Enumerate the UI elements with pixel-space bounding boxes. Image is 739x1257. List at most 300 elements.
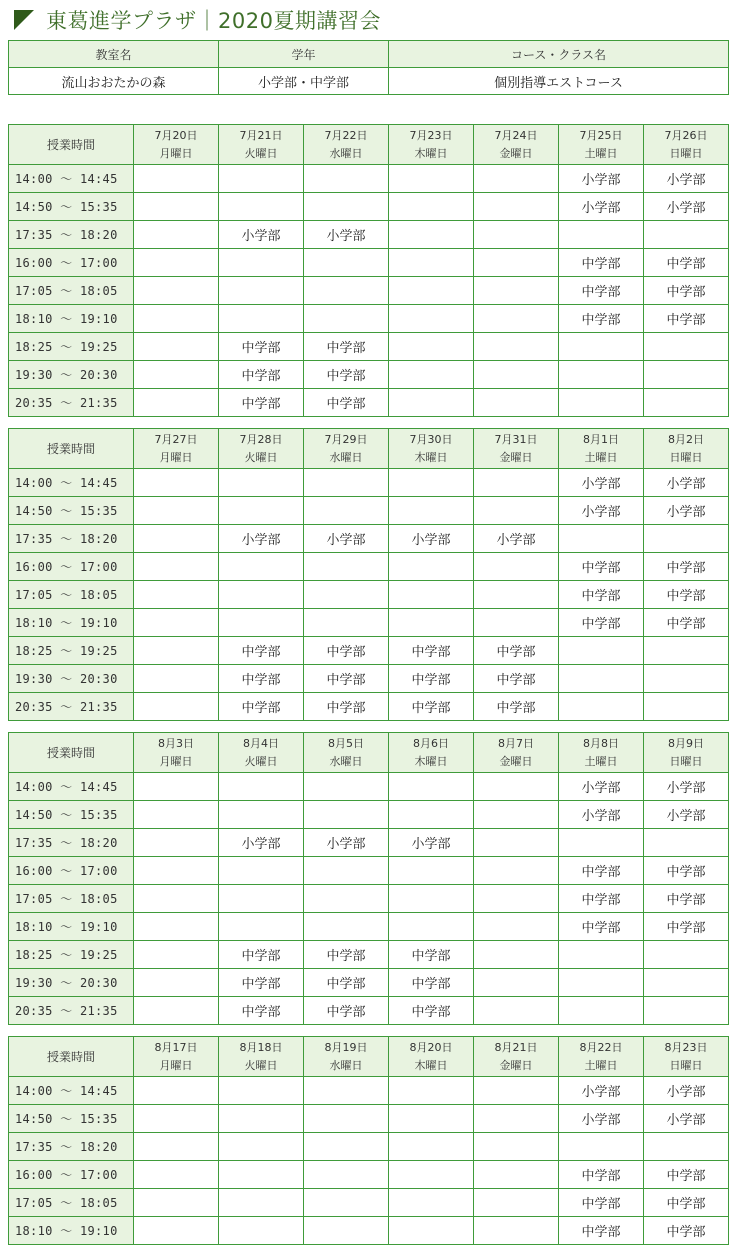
day-date: 7月31日	[494, 432, 538, 446]
schedule-cell: 中学部	[219, 637, 304, 665]
schedule-cell	[644, 665, 729, 693]
schedule-cell	[219, 249, 304, 277]
schedule-cell	[389, 305, 474, 333]
schedule-cell: 中学部	[389, 997, 474, 1025]
day-weekday: 月曜日	[159, 450, 193, 464]
schedule-cell: 中学部	[304, 361, 389, 389]
schedule-cell	[219, 1077, 304, 1105]
day-date: 8月9日	[668, 736, 704, 750]
class-info-table	[8, 40, 729, 95]
class-info-value-row	[9, 68, 729, 95]
schedule-cell: 中学部	[644, 1217, 729, 1245]
schedule-cell	[559, 997, 644, 1025]
schedule-cell	[559, 941, 644, 969]
time-slot: 14:50 ～ 15:35	[9, 497, 134, 525]
schedule-cell	[389, 193, 474, 221]
schedule-row	[9, 637, 729, 665]
schedule-cell	[134, 525, 219, 553]
schedule-cell: 小学部	[559, 773, 644, 801]
schedule-cell	[134, 249, 219, 277]
time-column-header: 授業時間	[9, 125, 134, 165]
schedule-header-row	[9, 1037, 729, 1077]
schedule-row	[9, 913, 729, 941]
schedule-cell	[134, 553, 219, 581]
time-slot: 14:50 ～ 15:35	[9, 193, 134, 221]
schedule-cell	[389, 389, 474, 417]
schedule-cell: 小学部	[559, 1077, 644, 1105]
schedule-cell	[134, 665, 219, 693]
day-date: 8月4日	[243, 736, 279, 750]
day-header	[304, 125, 389, 165]
day-weekday: 土曜日	[584, 146, 618, 160]
day-weekday: 日曜日	[669, 146, 703, 160]
day-weekday: 水曜日	[329, 450, 363, 464]
schedule-cell	[644, 997, 729, 1025]
schedule-cell	[219, 773, 304, 801]
day-weekday: 水曜日	[329, 754, 363, 768]
schedule-row	[9, 1077, 729, 1105]
schedule-row	[9, 305, 729, 333]
day-header	[389, 125, 474, 165]
schedule-cell	[644, 389, 729, 417]
schedule-cell: 小学部	[304, 221, 389, 249]
schedule-cell	[389, 609, 474, 637]
day-header	[559, 125, 644, 165]
day-header	[219, 1037, 304, 1077]
schedule-cell	[304, 913, 389, 941]
time-slot: 16:00 ～ 17:00	[9, 249, 134, 277]
day-date: 8月8日	[583, 736, 619, 750]
schedule-cell: 小学部	[219, 829, 304, 857]
time-slot: 17:35 ～ 18:20	[9, 221, 134, 249]
schedule-cell: 中学部	[559, 609, 644, 637]
schedule-cell	[219, 581, 304, 609]
schedule-cell	[474, 941, 559, 969]
day-date: 7月29日	[324, 432, 368, 446]
time-slot: 14:00 ～ 14:45	[9, 773, 134, 801]
schedule-cell	[389, 469, 474, 497]
schedule-cell	[304, 581, 389, 609]
day-weekday: 日曜日	[669, 450, 703, 464]
schedule-cell: 中学部	[559, 277, 644, 305]
schedule-cell: 中学部	[219, 969, 304, 997]
day-weekday: 木曜日	[414, 1058, 448, 1072]
schedule-cell	[134, 913, 219, 941]
schedule-cell	[389, 773, 474, 801]
day-weekday: 月曜日	[159, 146, 193, 160]
schedule-cell	[474, 969, 559, 997]
schedule-cell	[134, 581, 219, 609]
day-header	[474, 125, 559, 165]
time-slot: 17:35 ～ 18:20	[9, 525, 134, 553]
schedule-cell: 中学部	[644, 1189, 729, 1217]
schedule-cell	[474, 885, 559, 913]
schedule-cell: 小学部	[644, 469, 729, 497]
day-header	[559, 733, 644, 773]
schedule-cell	[219, 1217, 304, 1245]
day-weekday: 火曜日	[244, 1058, 278, 1072]
day-weekday: 金曜日	[499, 146, 533, 160]
schedule-cell	[134, 305, 219, 333]
grade-header: 学年	[219, 41, 389, 68]
schedule-row	[9, 1105, 729, 1133]
schedule-row	[9, 389, 729, 417]
time-slot: 17:05 ～ 18:05	[9, 277, 134, 305]
schedule-cell: 小学部	[644, 1105, 729, 1133]
schedule-cell	[304, 1161, 389, 1189]
schedule-row	[9, 997, 729, 1025]
day-date: 8月18日	[239, 1040, 283, 1054]
schedule-cell	[474, 1105, 559, 1133]
schedule-cell	[134, 333, 219, 361]
schedule-cell	[474, 165, 559, 193]
time-column-header: 授業時間	[9, 733, 134, 773]
schedule-cell	[474, 1217, 559, 1245]
course-value: 個別指導エストコース	[389, 68, 729, 95]
schedule-cell	[219, 497, 304, 525]
schedule-cell: 小学部	[389, 525, 474, 553]
schedule-header-row	[9, 733, 729, 773]
schedule-cell: 中学部	[644, 277, 729, 305]
schedule-cell	[219, 1161, 304, 1189]
schedule-row	[9, 1133, 729, 1161]
schedule-cell	[219, 609, 304, 637]
day-weekday: 木曜日	[414, 146, 448, 160]
schedule-cell	[219, 553, 304, 581]
time-slot: 17:35 ～ 18:20	[9, 829, 134, 857]
schedule-header-row	[9, 125, 729, 165]
day-header	[474, 429, 559, 469]
time-slot: 16:00 ～ 17:00	[9, 1161, 134, 1189]
schedule-cell	[134, 221, 219, 249]
schedule-cell	[219, 165, 304, 193]
schedule-cell	[644, 333, 729, 361]
day-header	[219, 125, 304, 165]
day-header	[304, 733, 389, 773]
schedule-cell: 中学部	[219, 693, 304, 721]
schedule-cell: 中学部	[644, 857, 729, 885]
schedule-cell	[474, 1189, 559, 1217]
schedule-cell: 小学部	[559, 497, 644, 525]
schedule-cell	[644, 969, 729, 997]
day-header	[219, 429, 304, 469]
schedule-cell: 中学部	[644, 581, 729, 609]
time-slot: 18:25 ～ 19:25	[9, 637, 134, 665]
day-header	[304, 429, 389, 469]
day-weekday: 土曜日	[584, 450, 618, 464]
schedule-cell: 中学部	[559, 1161, 644, 1189]
time-slot: 18:25 ～ 19:25	[9, 333, 134, 361]
schedule-cell	[134, 497, 219, 525]
time-slot: 18:25 ～ 19:25	[9, 941, 134, 969]
schedule-row	[9, 193, 729, 221]
schedule-row	[9, 277, 729, 305]
schedule-cell	[389, 885, 474, 913]
schedule-cell	[644, 941, 729, 969]
schedule-cell: 中学部	[219, 389, 304, 417]
schedule-cell	[559, 389, 644, 417]
schedule-row	[9, 941, 729, 969]
schedule-cell	[559, 525, 644, 553]
schedule-cell	[134, 773, 219, 801]
schedule-cell	[134, 1133, 219, 1161]
day-date: 7月21日	[239, 128, 283, 142]
schedule-cell: 中学部	[304, 969, 389, 997]
time-slot: 18:10 ～ 19:10	[9, 305, 134, 333]
time-slot: 14:50 ～ 15:35	[9, 801, 134, 829]
day-date: 8月22日	[579, 1040, 623, 1054]
schedule-cell: 中学部	[559, 1189, 644, 1217]
schedule-cell: 中学部	[644, 553, 729, 581]
schedule-cell	[304, 277, 389, 305]
schedule-cell	[389, 1133, 474, 1161]
schedule-cell: 小学部	[304, 525, 389, 553]
schedule-row	[9, 885, 729, 913]
schedule-row	[9, 693, 729, 721]
schedule-cell	[644, 637, 729, 665]
day-header	[134, 733, 219, 773]
schedule-row	[9, 1161, 729, 1189]
schedule-cell	[219, 1189, 304, 1217]
schedule-row	[9, 469, 729, 497]
schedule-cell: 小学部	[644, 193, 729, 221]
schedule-cell	[474, 1077, 559, 1105]
schedule-cell	[559, 969, 644, 997]
schedule-cell	[134, 193, 219, 221]
schedule-cell	[474, 221, 559, 249]
schedule-cell	[389, 1077, 474, 1105]
schedule-row	[9, 829, 729, 857]
schedule-cell	[474, 249, 559, 277]
schedule-week-table	[8, 124, 729, 417]
schedule-cell	[474, 389, 559, 417]
schedule-cell	[134, 941, 219, 969]
time-slot: 17:05 ～ 18:05	[9, 885, 134, 913]
schedule-cell	[219, 1133, 304, 1161]
schedule-cell	[219, 1105, 304, 1133]
time-slot: 19:30 ～ 20:30	[9, 969, 134, 997]
schedule-cell	[304, 305, 389, 333]
schedule-row	[9, 581, 729, 609]
schedule-cell: 中学部	[474, 693, 559, 721]
schedule-row	[9, 801, 729, 829]
schedule-cell	[219, 305, 304, 333]
day-weekday: 水曜日	[329, 146, 363, 160]
day-date: 8月3日	[158, 736, 194, 750]
classroom-value: 流山おおたかの森	[9, 68, 219, 95]
schedule-row	[9, 665, 729, 693]
class-info-header-row	[9, 41, 729, 68]
schedule-cell	[389, 277, 474, 305]
day-date: 8月1日	[583, 432, 619, 446]
day-header	[389, 1037, 474, 1077]
day-weekday: 土曜日	[584, 754, 618, 768]
schedule-cell	[474, 469, 559, 497]
schedule-cell	[559, 665, 644, 693]
day-date: 8月2日	[668, 432, 704, 446]
schedule-cell	[219, 885, 304, 913]
schedule-cell: 中学部	[304, 665, 389, 693]
day-weekday: 金曜日	[499, 1058, 533, 1072]
day-weekday: 土曜日	[584, 1058, 618, 1072]
schedule-cell: 中学部	[304, 333, 389, 361]
schedule-cell	[304, 801, 389, 829]
schedule-week-table	[8, 1036, 729, 1245]
day-date: 8月20日	[409, 1040, 453, 1054]
schedule-header-row	[9, 429, 729, 469]
schedule-cell	[559, 221, 644, 249]
schedule-cell	[474, 581, 559, 609]
day-date: 8月19日	[324, 1040, 368, 1054]
schedule-cell	[134, 1217, 219, 1245]
time-slot: 17:05 ～ 18:05	[9, 581, 134, 609]
schedule-cell	[304, 857, 389, 885]
time-slot: 19:30 ～ 20:30	[9, 361, 134, 389]
day-weekday: 火曜日	[244, 754, 278, 768]
time-slot: 14:00 ～ 14:45	[9, 469, 134, 497]
time-slot: 20:35 ～ 21:35	[9, 389, 134, 417]
schedule-cell	[474, 609, 559, 637]
schedule-cell: 小学部	[304, 829, 389, 857]
title-triangle-icon	[14, 10, 34, 30]
day-date: 8月7日	[498, 736, 534, 750]
schedule-cell	[389, 913, 474, 941]
schedule-cell	[134, 829, 219, 857]
schedule-cell	[474, 801, 559, 829]
schedule-cell	[134, 857, 219, 885]
time-column-header: 授業時間	[9, 1037, 134, 1077]
schedule-cell	[389, 1161, 474, 1189]
day-header	[559, 1037, 644, 1077]
schedule-cell	[644, 221, 729, 249]
day-weekday: 金曜日	[499, 450, 533, 464]
time-slot: 18:10 ～ 19:10	[9, 609, 134, 637]
schedule-cell: 小学部	[474, 525, 559, 553]
day-date: 8月17日	[154, 1040, 198, 1054]
schedule-cell	[304, 1217, 389, 1245]
day-date: 8月21日	[494, 1040, 538, 1054]
time-slot: 18:10 ～ 19:10	[9, 1217, 134, 1245]
day-header	[134, 125, 219, 165]
time-slot: 14:00 ～ 14:45	[9, 165, 134, 193]
schedule-cell	[559, 693, 644, 721]
day-header	[134, 1037, 219, 1077]
day-weekday: 日曜日	[669, 1058, 703, 1072]
day-weekday: 水曜日	[329, 1058, 363, 1072]
schedule-cell	[389, 249, 474, 277]
day-header	[304, 1037, 389, 1077]
schedule-cell	[304, 609, 389, 637]
schedule-cell	[474, 1161, 559, 1189]
schedule-cell: 小学部	[389, 829, 474, 857]
schedule-cell	[389, 801, 474, 829]
schedule-cell	[134, 997, 219, 1025]
schedule-cell	[304, 1105, 389, 1133]
time-slot: 19:30 ～ 20:30	[9, 665, 134, 693]
schedule-cell: 小学部	[219, 525, 304, 553]
schedule-cell: 中学部	[559, 581, 644, 609]
schedule-cell	[304, 773, 389, 801]
day-date: 7月22日	[324, 128, 368, 142]
schedule-cell: 中学部	[304, 941, 389, 969]
day-weekday: 月曜日	[159, 1058, 193, 1072]
schedule-cell: 中学部	[389, 637, 474, 665]
day-date: 7月30日	[409, 432, 453, 446]
schedule-row	[9, 221, 729, 249]
schedule-cell	[389, 553, 474, 581]
schedule-cell	[389, 165, 474, 193]
day-date: 8月5日	[328, 736, 364, 750]
schedule-cell	[134, 969, 219, 997]
schedule-cell: 小学部	[559, 193, 644, 221]
schedule-cell: 中学部	[644, 609, 729, 637]
schedule-row	[9, 553, 729, 581]
schedule-cell	[644, 361, 729, 389]
schedule-cell	[389, 1105, 474, 1133]
schedule-cell	[134, 637, 219, 665]
time-slot: 20:35 ～ 21:35	[9, 997, 134, 1025]
day-header	[644, 429, 729, 469]
schedule-cell	[474, 193, 559, 221]
schedule-cell: 中学部	[219, 941, 304, 969]
schedule-cell: 中学部	[304, 637, 389, 665]
day-weekday: 火曜日	[244, 146, 278, 160]
schedule-cell: 中学部	[644, 249, 729, 277]
schedule-row	[9, 333, 729, 361]
schedule-cell: 小学部	[644, 773, 729, 801]
schedule-cell	[559, 361, 644, 389]
day-date: 7月23日	[409, 128, 453, 142]
schedule-cell: 中学部	[559, 885, 644, 913]
schedule-cell	[134, 1161, 219, 1189]
schedule-cell: 中学部	[644, 913, 729, 941]
day-weekday: 木曜日	[414, 450, 448, 464]
schedule-cell: 中学部	[559, 857, 644, 885]
time-slot: 17:05 ～ 18:05	[9, 1189, 134, 1217]
day-date: 7月25日	[579, 128, 623, 142]
schedule-week-table	[8, 428, 729, 721]
schedule-cell	[474, 553, 559, 581]
schedule-cell	[474, 829, 559, 857]
schedule-cell	[389, 497, 474, 525]
schedule-cell	[304, 165, 389, 193]
schedule-cell: 中学部	[219, 997, 304, 1025]
schedule-cell	[644, 829, 729, 857]
schedule-row	[9, 1217, 729, 1245]
day-header	[644, 1037, 729, 1077]
time-slot: 18:10 ～ 19:10	[9, 913, 134, 941]
schedule-cell: 小学部	[644, 1077, 729, 1105]
schedule-cell: 小学部	[644, 165, 729, 193]
schedule-cell	[474, 305, 559, 333]
schedule-cell	[304, 497, 389, 525]
page-title	[14, 6, 381, 34]
schedule-cell: 中学部	[304, 693, 389, 721]
day-weekday: 火曜日	[244, 450, 278, 464]
schedule-week-table	[8, 732, 729, 1025]
schedule-cell	[134, 885, 219, 913]
schedule-cell	[134, 469, 219, 497]
schedule-cell: 小学部	[219, 221, 304, 249]
schedule-cell: 小学部	[559, 165, 644, 193]
schedule-cell	[304, 469, 389, 497]
schedule-cell	[219, 801, 304, 829]
schedule-row	[9, 773, 729, 801]
schedule-cell: 中学部	[389, 969, 474, 997]
schedule-cell	[134, 389, 219, 417]
day-date: 8月23日	[664, 1040, 708, 1054]
schedule-cell	[134, 609, 219, 637]
